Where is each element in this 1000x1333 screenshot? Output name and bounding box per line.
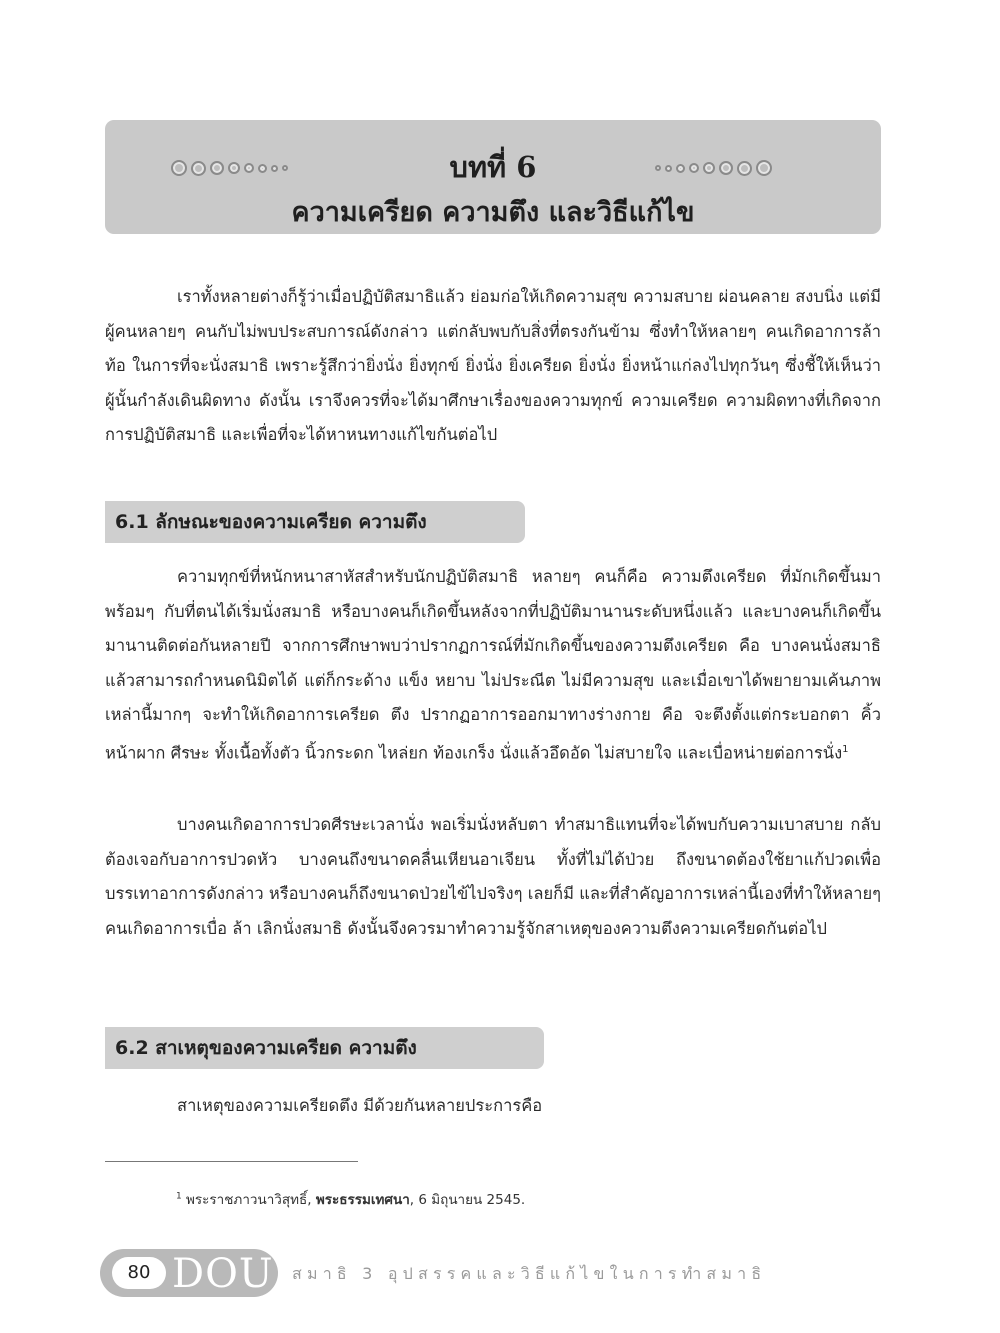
footnote-reference: 1: [842, 743, 849, 755]
footer-course-title: สมาธิ 3 อุปสรรคและวิธีแก้ไขในการทำสมาธิ: [292, 1264, 767, 1283]
chapter-number: บทที่ 6: [449, 150, 537, 184]
section-6-1-paragraph-2: บางคนเกิดอาการปวดศีรษะเวลานั่ง พอเริ่มนั่งหลับตา ทำสมาธิแทนที่จะได้พบกับความเบาสบาย กลับต้องเจอกับอาการปวดหัว บางคนถึงขนาดคลื่นเหียนอาเจียน ทั้งที่ไม่ได้ป่วย ถึงขนาดต้องใช้ยาแก้ปวดเพื่อบรรเทาอาการดังกล่าว หรือบางคนก็ถึงขนาดป่วยไข้ไปจริงๆ เลยก็มี และที่สำคัญอาการเหล่านี้เองที่ทำให้หลายๆ คนเกิดอาการเบื่อ ล้า เลิกนั่งสมาธิ ดังนั้นจึงควรมาทำความรู้จักสาเหตุของความตึงความเครียดกันต่อไป: [105, 815, 881, 938]
footnote-title: พระธรรมเทศนา: [315, 1192, 410, 1208]
chapter-banner: [105, 120, 881, 234]
footnote: [176, 1188, 525, 1210]
section-heading-6-1: 6.1 ลักษณะของความเครียด ความตึง: [105, 501, 525, 543]
footnote-number: 1: [176, 1191, 182, 1202]
section-6-1-paragraph-1: ความทุกข์ที่หนักหนาสาหัสสำหรับนักปฏิบัติสมาธิ หลายๆ คนก็คือ ความตึงเครียด ที่มักเกิดขึ้นมาพร้อมๆ กับที่ตนได้เริ่มนั่งสมาธิ หรือบางคนก็เกิดขึ้นหลังจากที่ปฏิบัติมานานระดับหนึ่งแล้ว และบางคนก็เกิดขึ้นมานานติดต่อกันหลายปี จากการศึกษาพบว่าปรากฏการณ์ที่มักเกิดขึ้นของความตึงเครียด คือ บางคนนั่งสมาธิแล้วสามารถกำหนดนิมิตได้ แต่ก็กระด้าง แข็ง หยาบ ไม่ประณีต ไม่มีความสุข และเมื่อเขาได้พยายามเค้นภาพเหล่านี้มากๆ จะทำให้เกิดอาการเครียด ตึง ปรากฏอาการออกมาทางร่างกาย คือ จะตึงตั้งแต่กระบอกตา คิ้ว หน้าผาก ศีรษะ ทั้งเนื้อทั้งตัว นิ้วกระดก ไหล่ยก ท้องเกร็ง นั่งแล้วอึดอัด ไม่สบายใจ และเบื่อหน่ายต่อการนั่ง$^1$: [105, 567, 881, 762]
footnote-prefix: พระราชภาวนาวิสุทธิ์,: [186, 1192, 316, 1208]
decorative-dots-right: [655, 160, 772, 176]
section-heading-6-2: 6.2 สาเหตุของความเครียด ความตึง: [105, 1027, 544, 1069]
footer-badge: [100, 1249, 278, 1297]
footnote-divider: [105, 1161, 358, 1162]
intro-paragraph: เราทั้งหลายต่างก็รู้ว่าเมื่อปฏิบัติสมาธิแล้ว ย่อมก่อให้เกิดความสุข ความสบาย ผ่อนคลาย สงบนิ่ง แต่มีผู้คนหลายๆ คนกับไม่พบประสบการณ์ดังกล่าว แต่กลับพบกับสิ่งที่ตรงกันข้าม ซึ่งทำให้หลายๆ คนเกิดอาการล้า ท้อ ในการที่จะนั่งสมาธิ เพราะรู้สึกว่ายิ่งนั่ง ยิ่งทุกข์ ยิ่งนั่ง ยิ่งเครียด ยิ่งนั่ง ยิ่งหน้าแก่ลงไปทุกวันๆ ซึ่งชี้ให้เห็นว่า ผู้นั้นกำลังเดินผิดทาง ดังนั้น เราจึงควรที่จะได้มาศึกษาเรื่องของความทุกข์ ความเครียด ความผิดทางที่เกิดจากการปฏิบัติสมาธิ และเพื่อที่จะได้หาหนทางแก้ไขกันต่อไป: [105, 287, 881, 444]
footnote-suffix: , 6 มิถุนายน 2545.: [409, 1192, 526, 1208]
section-6-2-paragraph: สาเหตุของความเครียดตึง มีด้วยกันหลายประการคือ: [177, 1096, 543, 1115]
chapter-title: ความเครียด ความตึง และวิธีแก้ไข: [291, 197, 695, 228]
brand-logo: DOU: [172, 1251, 274, 1297]
page-number: 80: [112, 1257, 166, 1289]
